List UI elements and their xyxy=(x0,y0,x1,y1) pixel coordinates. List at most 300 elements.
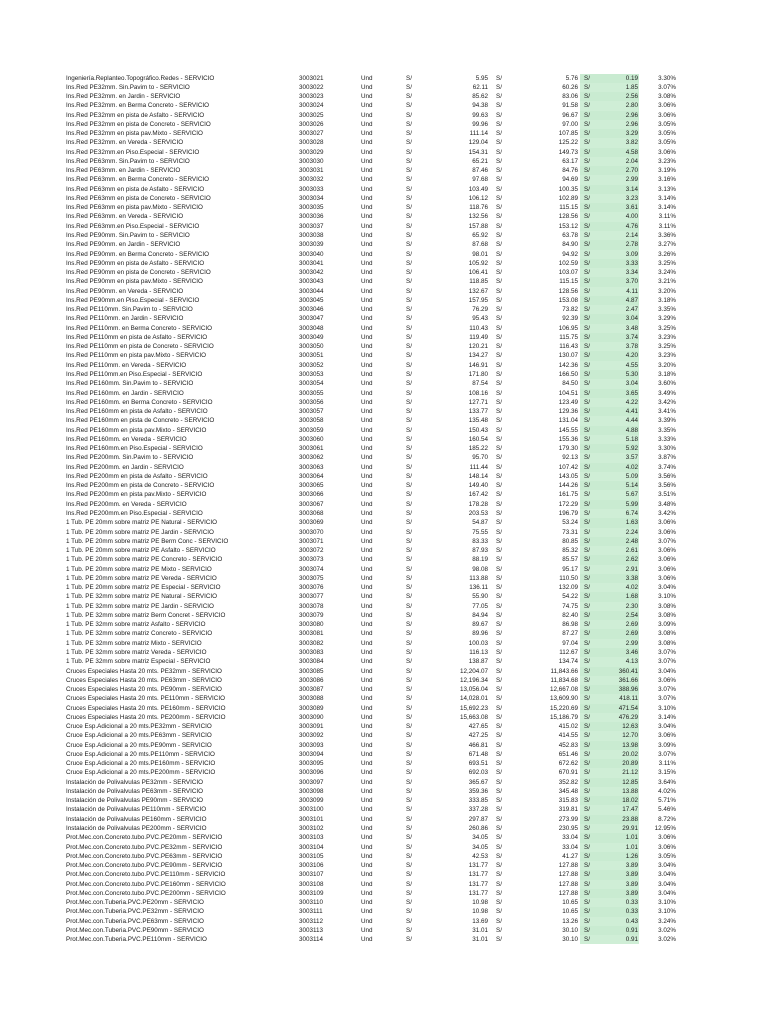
currency-symbol: S/ xyxy=(406,630,412,638)
table-row xyxy=(0,833,768,842)
price-new: 692.03 xyxy=(468,769,488,777)
item-code: 3003035 xyxy=(299,204,324,212)
item-code: 3003030 xyxy=(299,157,324,165)
price-old: 128.56 xyxy=(558,213,578,221)
currency-symbol: S/ xyxy=(584,167,590,175)
table-row xyxy=(0,629,768,638)
price-difference: 2.62 xyxy=(625,556,638,564)
price-difference: 2.99 xyxy=(625,639,638,647)
table-row xyxy=(0,741,768,750)
percent-change: 3.15% xyxy=(658,769,676,777)
price-difference: 2.54 xyxy=(625,611,638,619)
table-row xyxy=(0,250,768,259)
item-code: 3003074 xyxy=(299,565,324,573)
percent-change: 3.25% xyxy=(658,343,676,351)
percent-change: 3.09% xyxy=(658,621,676,629)
currency-symbol: S/ xyxy=(496,445,502,453)
currency-symbol: S/ xyxy=(584,574,590,582)
currency-symbol: S/ xyxy=(584,528,590,536)
price-difference: 3.89 xyxy=(625,889,638,897)
price-old: 273.99 xyxy=(558,815,578,823)
price-difference: 4.02 xyxy=(625,463,638,471)
currency-symbol: S/ xyxy=(496,500,502,508)
currency-symbol: S/ xyxy=(406,278,412,286)
table-row xyxy=(0,277,768,286)
item-description: Prot.Mec.con.Concreto.tubo.PVC.PE63mm - SERVICIO xyxy=(66,852,223,860)
item-unit: Und xyxy=(361,157,373,165)
currency-symbol: S/ xyxy=(406,815,412,823)
currency-symbol: S/ xyxy=(496,584,502,592)
currency-symbol: S/ xyxy=(584,871,590,879)
price-new: 333.85 xyxy=(468,797,488,805)
percent-change: 3.24% xyxy=(658,917,676,925)
item-code: 3003076 xyxy=(299,584,324,592)
item-unit: Und xyxy=(361,278,373,286)
currency-symbol: S/ xyxy=(496,83,502,91)
table-row xyxy=(0,815,768,824)
item-unit: Und xyxy=(361,139,373,147)
currency-symbol: S/ xyxy=(406,463,412,471)
item-unit: Und xyxy=(361,676,373,684)
item-description: Ins.Red PE90mm. en Vereda - SERVICIO xyxy=(66,287,184,295)
currency-symbol: S/ xyxy=(584,259,590,267)
currency-symbol: S/ xyxy=(496,899,502,907)
currency-symbol: S/ xyxy=(584,704,590,712)
currency-symbol: S/ xyxy=(496,778,502,786)
currency-symbol: S/ xyxy=(496,306,502,314)
currency-symbol: S/ xyxy=(584,398,590,406)
currency-symbol: S/ xyxy=(584,769,590,777)
item-description: Cruce Esp.Adicional a 20 mts.PE110mm - SERVICIO xyxy=(66,750,215,758)
item-code: 3003055 xyxy=(299,389,324,397)
currency-symbol: S/ xyxy=(584,287,590,295)
price-old: 33.04 xyxy=(562,843,578,851)
currency-symbol: S/ xyxy=(496,259,502,267)
item-code: 3003079 xyxy=(299,611,324,619)
item-unit: Und xyxy=(361,778,373,786)
currency-symbol: S/ xyxy=(496,695,502,703)
currency-symbol: S/ xyxy=(496,463,502,471)
item-code: 3003023 xyxy=(299,93,324,101)
price-difference: 1.85 xyxy=(625,83,638,91)
currency-symbol: S/ xyxy=(406,750,412,758)
item-unit: Und xyxy=(361,667,373,675)
currency-symbol: S/ xyxy=(406,287,412,295)
currency-symbol: S/ xyxy=(496,269,502,277)
item-code: 3003028 xyxy=(299,139,324,147)
price-old: 41.27 xyxy=(562,852,578,860)
table-row xyxy=(0,528,768,537)
item-unit: Und xyxy=(361,648,373,656)
percent-change: 3.56% xyxy=(658,482,676,490)
item-description: 1 Tub. PE 20mm sobre matriz PE Vereda - SERVICIO xyxy=(66,574,217,582)
currency-symbol: S/ xyxy=(406,491,412,499)
item-code: 3003064 xyxy=(299,472,324,480)
item-description: Ingeniería.Replanteo.Topográfico.Redes - SERVICIO xyxy=(66,74,215,82)
currency-symbol: S/ xyxy=(406,778,412,786)
item-code: 3003040 xyxy=(299,250,324,258)
percent-change: 3.11% xyxy=(658,760,676,768)
price-new: 88.19 xyxy=(472,556,488,564)
percent-change: 3.05% xyxy=(658,130,676,138)
item-description: 1 Tub. PE 32mm sobre matriz PE Jardin - SERVICIO xyxy=(66,602,214,610)
table-row xyxy=(0,259,768,268)
price-old: 127.88 xyxy=(558,871,578,879)
currency-symbol: S/ xyxy=(584,74,590,82)
currency-symbol: S/ xyxy=(496,371,502,378)
item-unit: Und xyxy=(361,74,373,82)
price-new: 62.11 xyxy=(472,83,488,91)
price-new: 84.94 xyxy=(472,611,488,619)
price-old: 143.05 xyxy=(558,472,578,480)
currency-symbol: S/ xyxy=(406,130,412,138)
price-difference: 2.04 xyxy=(625,157,638,165)
item-unit: Und xyxy=(361,204,373,212)
currency-symbol: S/ xyxy=(406,760,412,768)
price-new: 34.05 xyxy=(472,843,488,851)
price-new: 297.87 xyxy=(468,815,488,823)
currency-symbol: S/ xyxy=(406,102,412,110)
item-unit: Und xyxy=(361,723,373,731)
item-unit: Und xyxy=(361,232,373,240)
item-code: 3003034 xyxy=(299,194,324,202)
price-difference: 2.69 xyxy=(625,621,638,629)
item-description: Ins.Red PE110mm.en Piso.Especial - SERVICIO xyxy=(66,371,203,378)
price-difference: 17.47 xyxy=(622,806,638,814)
price-table xyxy=(0,74,768,945)
table-row xyxy=(0,296,768,305)
currency-symbol: S/ xyxy=(584,93,590,101)
item-description: 1 Tub. PE 20mm sobre matriz PE Berm Conc - SERVICIO xyxy=(66,537,229,545)
price-difference: 2.56 xyxy=(625,93,638,101)
price-new: 110.43 xyxy=(469,324,488,332)
percent-change: 3.30% xyxy=(658,74,676,82)
item-description: Prot.Mec.con.Concreto.tubo.PVC.PE200mm - SERVICIO xyxy=(66,889,226,897)
item-unit: Und xyxy=(361,380,373,388)
currency-symbol: S/ xyxy=(496,389,502,397)
currency-symbol: S/ xyxy=(496,787,502,795)
table-row xyxy=(0,574,768,583)
percent-change: 3.20% xyxy=(658,287,676,295)
item-description: Ins.Red PE110mm en pista pav.Mixto - SERVICIO xyxy=(66,352,206,360)
item-unit: Und xyxy=(361,528,373,536)
item-description: 1 Tub. PE 32mm sobre matriz Especial - SERVICIO xyxy=(66,658,211,666)
price-new: 105.92 xyxy=(468,259,488,267)
currency-symbol: S/ xyxy=(406,621,412,629)
table-row xyxy=(0,750,768,759)
percent-change: 3.06% xyxy=(658,148,676,156)
percent-change: 3.07% xyxy=(658,686,676,694)
currency-symbol: S/ xyxy=(406,389,412,397)
item-unit: Und xyxy=(361,241,373,249)
currency-symbol: S/ xyxy=(584,482,590,490)
price-difference: 5.99 xyxy=(625,500,638,508)
item-description: Cruce Esp.Adicional a 20 mts.PE63mm - SERVICIO xyxy=(66,732,212,740)
item-code: 3003104 xyxy=(299,843,324,851)
percent-change: 3.05% xyxy=(658,139,676,147)
item-description: Prot.Mec.con.Tuberia.PVC.PE63mm - SERVICIO xyxy=(66,917,204,925)
percent-change: 3.07% xyxy=(658,658,676,666)
item-description: Ins.Red PE63mm en pista pav.Mixto - SERVICIO xyxy=(66,204,203,212)
currency-symbol: S/ xyxy=(584,556,590,564)
item-description: Ins.Red PE90mm en pista pav.Mixto - SERVICIO xyxy=(66,278,203,286)
item-unit: Und xyxy=(361,315,373,323)
item-unit: Und xyxy=(361,194,373,202)
currency-symbol: S/ xyxy=(496,815,502,823)
currency-symbol: S/ xyxy=(496,908,502,916)
table-row xyxy=(0,843,768,852)
price-old: 179.30 xyxy=(558,445,578,453)
currency-symbol: S/ xyxy=(496,102,502,110)
table-row xyxy=(0,426,768,435)
item-unit: Und xyxy=(361,862,373,870)
currency-symbol: S/ xyxy=(406,537,412,545)
price-difference: 3.48 xyxy=(625,324,638,332)
price-difference: 18.02 xyxy=(622,797,638,805)
price-old: 110.50 xyxy=(559,574,578,582)
percent-change: 3.23% xyxy=(658,333,676,341)
table-row xyxy=(0,463,768,472)
currency-symbol: S/ xyxy=(584,584,590,592)
currency-symbol: S/ xyxy=(406,732,412,740)
price-old: 134.74 xyxy=(558,658,578,666)
currency-symbol: S/ xyxy=(584,426,590,434)
table-row xyxy=(0,379,768,388)
item-code: 3003087 xyxy=(299,686,324,694)
item-unit: Und xyxy=(361,176,373,184)
price-new: 359.36 xyxy=(468,787,488,795)
percent-change: 3.42% xyxy=(658,398,676,406)
percent-change: 3.14% xyxy=(658,713,676,721)
item-code: 3003078 xyxy=(299,602,324,610)
table-row xyxy=(0,500,768,509)
currency-symbol: S/ xyxy=(584,324,590,332)
item-code: 3003066 xyxy=(299,491,324,499)
currency-symbol: S/ xyxy=(496,889,502,897)
currency-symbol: S/ xyxy=(584,222,590,230)
currency-symbol: S/ xyxy=(406,417,412,425)
item-code: 3003062 xyxy=(299,454,324,462)
item-unit: Und xyxy=(361,713,373,721)
item-code: 3003027 xyxy=(299,130,324,138)
currency-symbol: S/ xyxy=(496,852,502,860)
price-old: 129.36 xyxy=(558,408,578,416)
item-description: Ins.Red PE200mm en pista de Asfalto - SERVICIO xyxy=(66,472,208,480)
price-difference: 2.96 xyxy=(625,120,638,128)
item-description: Ins.Red PE63mm en pista de Asfalto - SERVICIO xyxy=(66,185,205,193)
currency-symbol: S/ xyxy=(496,222,502,230)
item-code: 3003024 xyxy=(299,102,324,110)
table-row xyxy=(0,185,768,194)
price-old: 319.81 xyxy=(558,806,578,814)
percent-change: 5.46% xyxy=(658,806,676,814)
price-difference: 5.30 xyxy=(625,371,638,378)
price-new: 65.92 xyxy=(472,232,488,240)
price-difference: 3.38 xyxy=(625,574,638,582)
price-new: 111.14 xyxy=(469,130,488,138)
currency-symbol: S/ xyxy=(406,259,412,267)
price-difference: 471.54 xyxy=(618,704,638,712)
currency-symbol: S/ xyxy=(496,797,502,805)
table-row xyxy=(0,639,768,648)
table-row xyxy=(0,129,768,138)
price-difference: 4.55 xyxy=(625,361,638,369)
price-new: 87.54 xyxy=(472,380,488,388)
table-row xyxy=(0,398,768,407)
currency-symbol: S/ xyxy=(496,519,502,527)
price-new: 365.67 xyxy=(468,778,488,786)
table-row xyxy=(0,490,768,499)
price-new: 203.53 xyxy=(468,509,488,517)
item-unit: Und xyxy=(361,565,373,573)
currency-symbol: S/ xyxy=(406,556,412,564)
item-unit: Und xyxy=(361,880,373,888)
currency-symbol: S/ xyxy=(496,926,502,934)
item-description: Ins.Red PE90mm. en Berma Concreto - SERVICIO xyxy=(66,250,210,258)
price-difference: 3.65 xyxy=(625,389,638,397)
currency-symbol: S/ xyxy=(496,676,502,684)
item-unit: Und xyxy=(361,834,373,842)
item-unit: Und xyxy=(361,111,373,119)
table-row xyxy=(0,74,768,83)
item-description: Ins.Red PE63mm.en Piso.Especial - SERVICIO xyxy=(66,222,200,230)
percent-change: 3.21% xyxy=(658,278,676,286)
percent-change: 3.04% xyxy=(658,889,676,897)
table-row xyxy=(0,268,768,277)
percent-change: 3.10% xyxy=(658,899,676,907)
item-unit: Und xyxy=(361,324,373,332)
currency-symbol: S/ xyxy=(406,519,412,527)
percent-change: 3.13% xyxy=(658,185,676,193)
item-unit: Und xyxy=(361,269,373,277)
currency-symbol: S/ xyxy=(496,194,502,202)
currency-symbol: S/ xyxy=(406,324,412,332)
price-old: 87.27 xyxy=(562,630,578,638)
price-old: 127.88 xyxy=(558,862,578,870)
percent-change: 3.08% xyxy=(658,630,676,638)
price-difference: 1.68 xyxy=(625,593,638,601)
percent-change: 8.72% xyxy=(658,815,676,823)
price-old: 84.90 xyxy=(562,241,578,249)
item-description: Ins.Red PE110mm. en Berma Concreto - SERVICIO xyxy=(66,324,213,332)
price-difference: 6.74 xyxy=(625,509,638,517)
price-difference: 2.24 xyxy=(625,528,638,536)
price-old: 672.62 xyxy=(558,760,578,768)
price-old: 149.73 xyxy=(558,148,578,156)
price-difference: 2.96 xyxy=(625,111,638,119)
table-row xyxy=(0,148,768,157)
price-old: 10.65 xyxy=(562,908,578,916)
price-new: 34.05 xyxy=(472,834,488,842)
item-description: Ins.Red PE32mm en pista pav.Mixto - SERVICIO xyxy=(66,130,203,138)
price-old: 96.67 xyxy=(562,111,578,119)
currency-symbol: S/ xyxy=(496,426,502,434)
item-unit: Und xyxy=(361,547,373,555)
currency-symbol: S/ xyxy=(406,250,412,258)
item-description: Ins.Red PE32mm en pista de Asfalto - SERVICIO xyxy=(66,111,205,119)
currency-symbol: S/ xyxy=(496,528,502,536)
currency-symbol: S/ xyxy=(584,491,590,499)
price-old: 127.88 xyxy=(558,889,578,897)
currency-symbol: S/ xyxy=(406,648,412,656)
price-new: 95.43 xyxy=(472,315,488,323)
price-new: 94.38 xyxy=(472,102,488,110)
item-code: 3003044 xyxy=(299,287,324,295)
table-row xyxy=(0,787,768,796)
price-new: 185.22 xyxy=(468,445,488,453)
item-description: Cruces Especiales Hasta 20 mts. PE63mm - SERVICIO xyxy=(66,676,222,684)
currency-symbol: S/ xyxy=(406,593,412,601)
table-row xyxy=(0,861,768,870)
currency-symbol: S/ xyxy=(496,296,502,304)
currency-symbol: S/ xyxy=(406,93,412,101)
price-old: 10.65 xyxy=(562,899,578,907)
currency-symbol: S/ xyxy=(406,917,412,925)
price-old: 13,609.90 xyxy=(549,695,578,703)
price-difference: 2.99 xyxy=(625,176,638,184)
table-row xyxy=(0,92,768,101)
percent-change: 3.49% xyxy=(658,389,676,397)
price-old: 53.24 xyxy=(562,519,578,527)
price-new: 31.01 xyxy=(472,926,488,934)
table-row xyxy=(0,212,768,221)
currency-symbol: S/ xyxy=(496,602,502,610)
item-unit: Und xyxy=(361,695,373,703)
item-description: Ins.Red PE63mm. en Jardin - SERVICIO xyxy=(66,167,181,175)
table-row xyxy=(0,852,768,861)
price-new: 75.55 xyxy=(472,528,488,536)
currency-symbol: S/ xyxy=(496,621,502,629)
price-difference: 4.00 xyxy=(625,213,638,221)
currency-symbol: S/ xyxy=(406,686,412,694)
price-new: 138.87 xyxy=(468,658,488,666)
item-description: 1 Tub. PE 32mm sobre matriz Vereda - SERVICIO xyxy=(66,648,207,656)
price-new: 150.43 xyxy=(468,426,488,434)
item-code: 3003053 xyxy=(299,371,324,378)
currency-symbol: S/ xyxy=(406,315,412,323)
item-description: Prot.Mec.con.Concreto.tubo.PVC.PE90mm - SERVICIO xyxy=(66,862,223,870)
price-old: 196.79 xyxy=(558,509,578,517)
price-old: 100.35 xyxy=(558,185,578,193)
item-unit: Und xyxy=(361,120,373,128)
price-new: 54.87 xyxy=(472,519,488,527)
percent-change: 3.36% xyxy=(658,232,676,240)
currency-symbol: S/ xyxy=(584,537,590,545)
percent-change: 3.04% xyxy=(658,584,676,592)
item-unit: Und xyxy=(361,167,373,175)
currency-symbol: S/ xyxy=(584,269,590,277)
item-unit: Und xyxy=(361,463,373,471)
currency-symbol: S/ xyxy=(584,408,590,416)
table-row xyxy=(0,194,768,203)
price-new: 134.27 xyxy=(468,352,488,360)
currency-symbol: S/ xyxy=(496,639,502,647)
item-code: 3003105 xyxy=(299,852,324,860)
currency-symbol: S/ xyxy=(496,417,502,425)
item-unit: Und xyxy=(361,741,373,749)
percent-change: 3.10% xyxy=(658,908,676,916)
item-unit: Und xyxy=(361,472,373,480)
currency-symbol: S/ xyxy=(584,361,590,369)
item-unit: Und xyxy=(361,787,373,795)
item-code: 3003061 xyxy=(299,445,324,453)
currency-symbol: S/ xyxy=(496,408,502,416)
price-old: 132.09 xyxy=(558,584,578,592)
percent-change: 3.30% xyxy=(658,445,676,453)
price-new: 171.80 xyxy=(468,371,488,378)
item-code: 3003058 xyxy=(299,417,324,425)
price-old: 5.76 xyxy=(565,74,578,82)
